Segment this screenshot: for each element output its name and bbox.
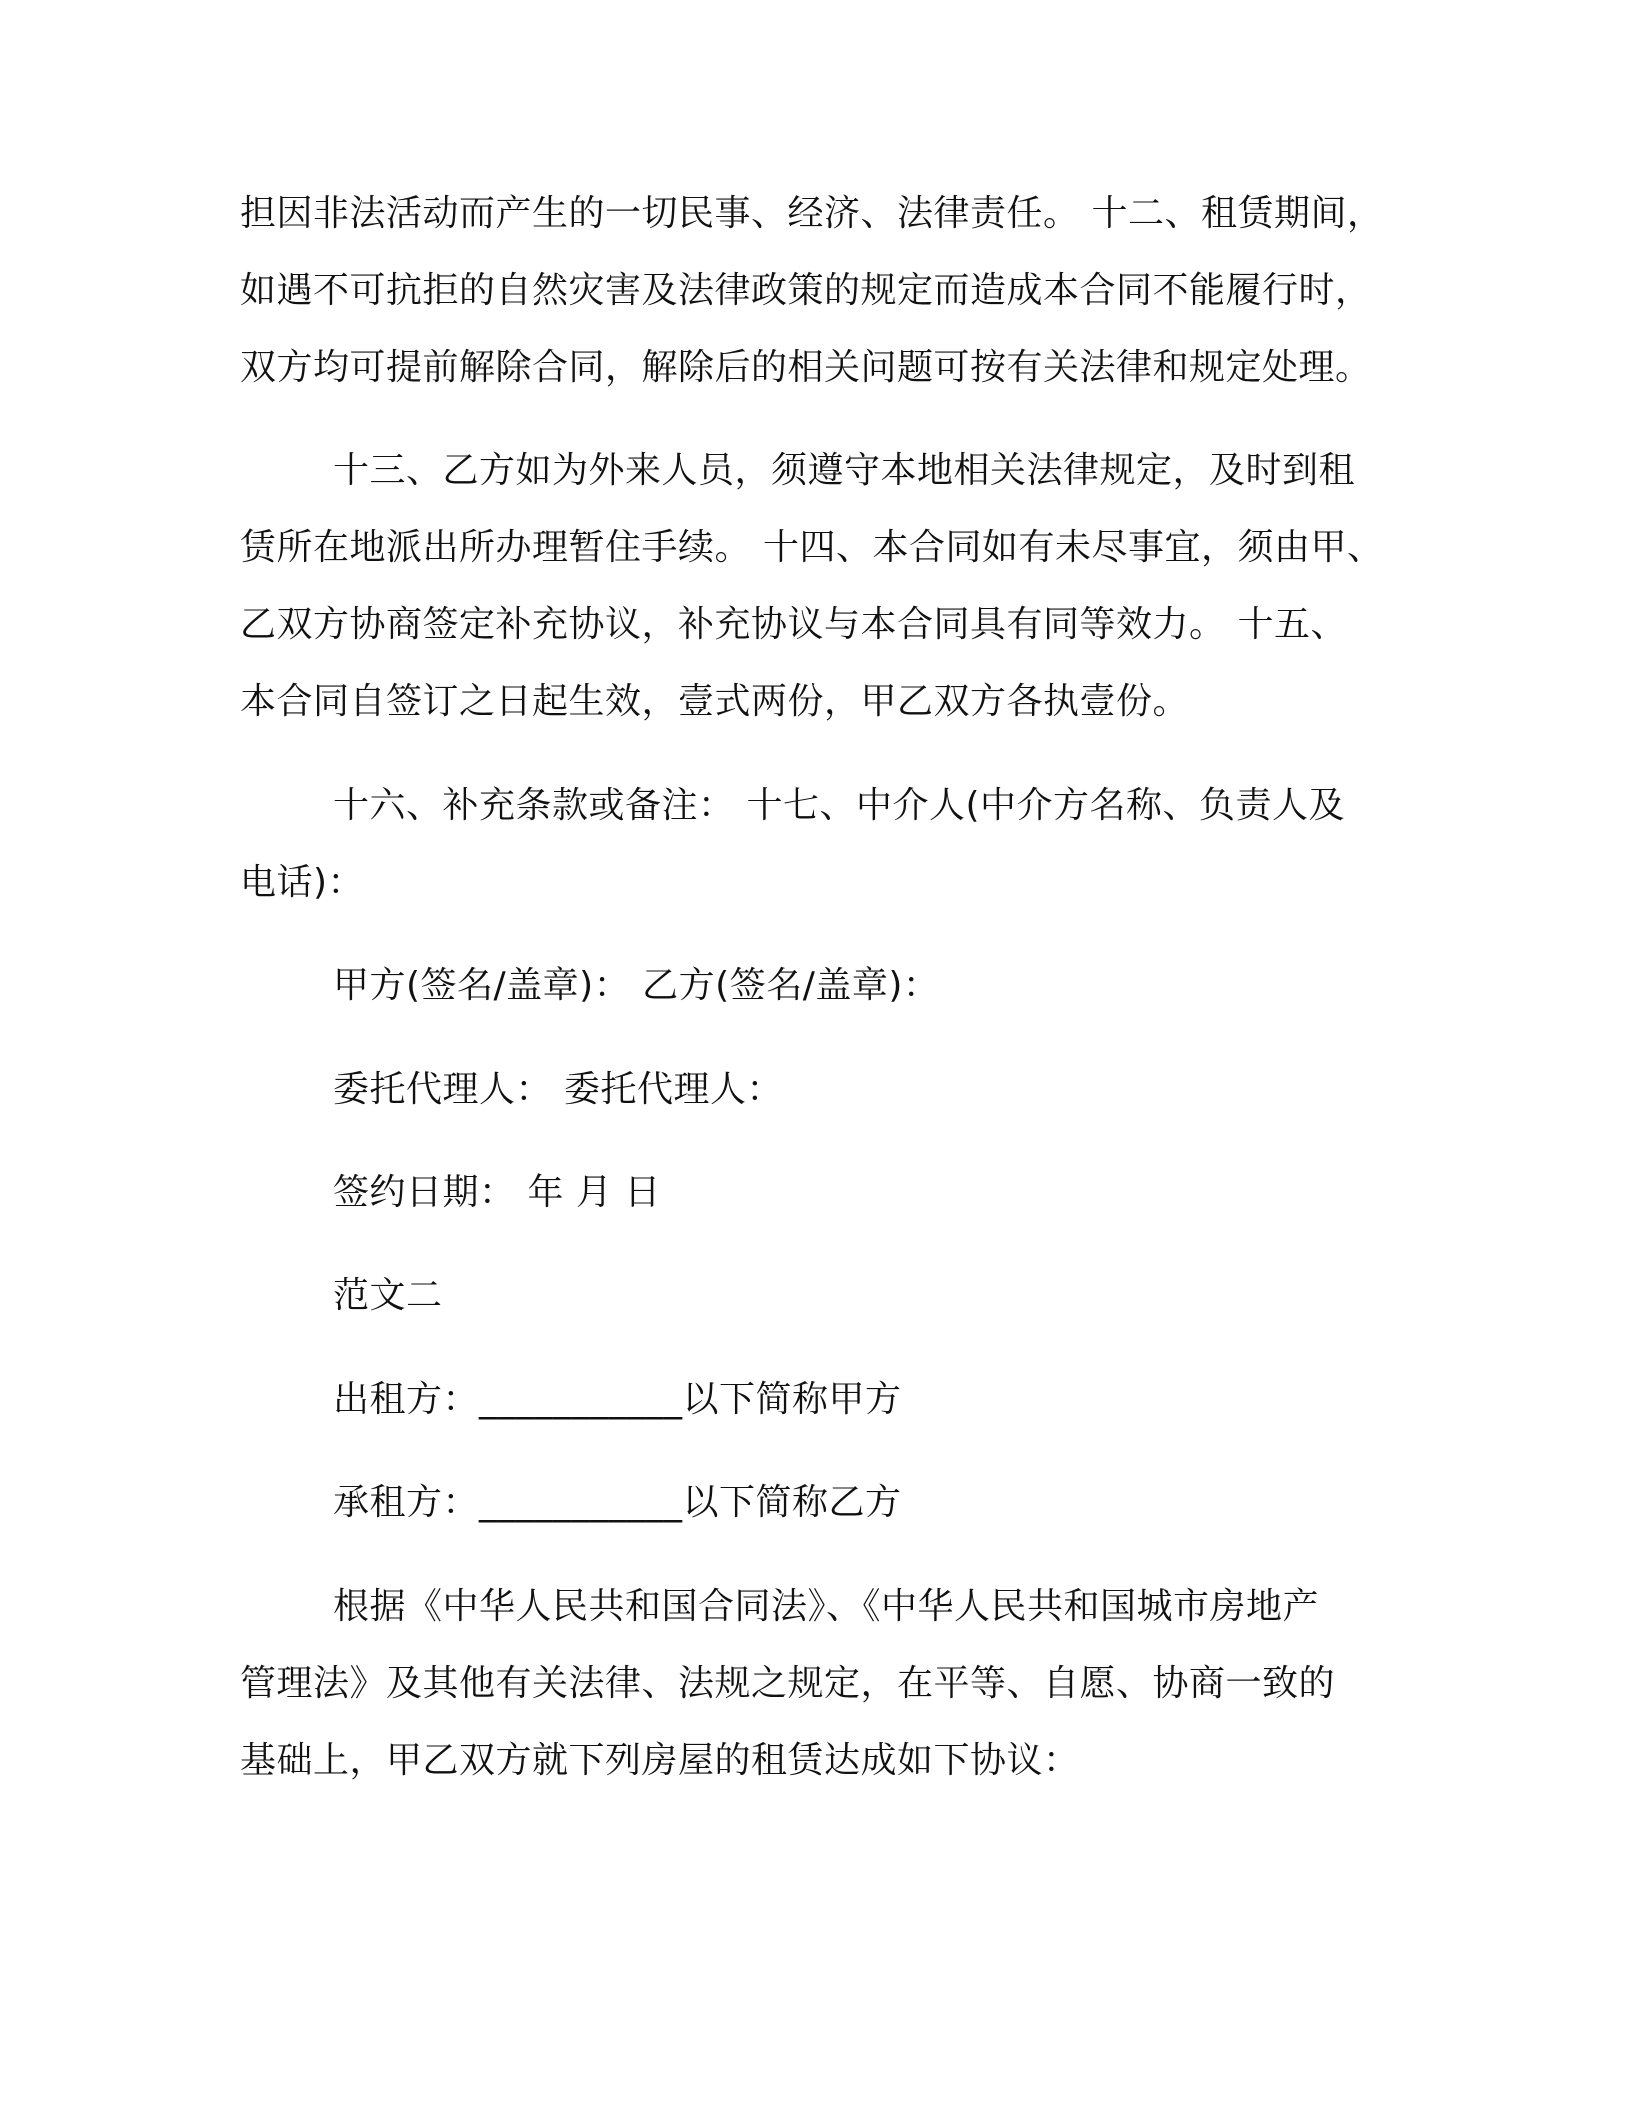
paragraph-liability-clause-12 xyxy=(240,175,1390,406)
text-line: 十三、乙方如为外来人员，须遵守本地相关法律规定，及时到租 xyxy=(333,450,1356,492)
paragraph-clauses-16-17 xyxy=(240,767,1390,921)
text-line: 承租方：___________以下简称乙方 xyxy=(333,1482,902,1524)
text-line: 签约日期： 年 月 日 xyxy=(333,1171,661,1213)
text-line: 委托代理人： 委托代理人： xyxy=(333,1068,783,1110)
document-body xyxy=(240,175,1390,1825)
section-heading-sample-two xyxy=(240,1257,1390,1334)
section-title: 范文二 xyxy=(333,1275,443,1317)
text-line: 本合同自签订之日起生效，壹式两份，甲乙双方各执壹份。 xyxy=(240,681,1190,723)
text-line: 乙双方协商签定补充协议，补充协议与本合同具有同等效力。 十五、 xyxy=(240,604,1347,646)
paragraph-clauses-13-15 xyxy=(240,432,1390,740)
text-line: 出租方：___________以下简称甲方 xyxy=(333,1378,902,1420)
text-line: 管理法》及其他有关法律、法规之规定，在平等、自愿、协商一致的 xyxy=(240,1662,1336,1704)
text-line: 赁所在地派出所办理暂住手续。 十四、本合同如有未尽事宜，须由甲、 xyxy=(240,527,1384,569)
text-line: 双方均可提前解除合同，解除后的相关问题可按有关法律和规定处理。 xyxy=(240,347,1372,388)
text-line: 甲方(签名/盖章)： 乙方(签名/盖章)： xyxy=(333,965,940,1007)
signature-line-agents xyxy=(240,1051,1390,1128)
lessor-line xyxy=(240,1361,1390,1438)
lessee-line xyxy=(240,1464,1390,1541)
text-line: 担因非法活动而产生的一切民事、经济、法律责任。 十二、租赁期间， xyxy=(240,193,1384,234)
signature-line-parties xyxy=(240,947,1390,1024)
text-line: 根据《中华人民共和国合同法》、《中华人民共和国城市房地产 xyxy=(333,1585,1320,1627)
signing-date-line xyxy=(240,1154,1390,1231)
text-line: 电话)： xyxy=(240,861,365,903)
text-line: 基础上，甲乙双方就下列房屋的租赁达成如下协议： xyxy=(240,1739,1080,1781)
paragraph-legal-basis xyxy=(240,1568,1390,1799)
text-line: 十六、补充条款或备注： 十七、中介人(中介方名称、负责人及 xyxy=(333,784,1345,826)
text-line: 如遇不可抗拒的自然灾害及法律政策的规定而造成本合同不能履行时， xyxy=(240,270,1372,311)
